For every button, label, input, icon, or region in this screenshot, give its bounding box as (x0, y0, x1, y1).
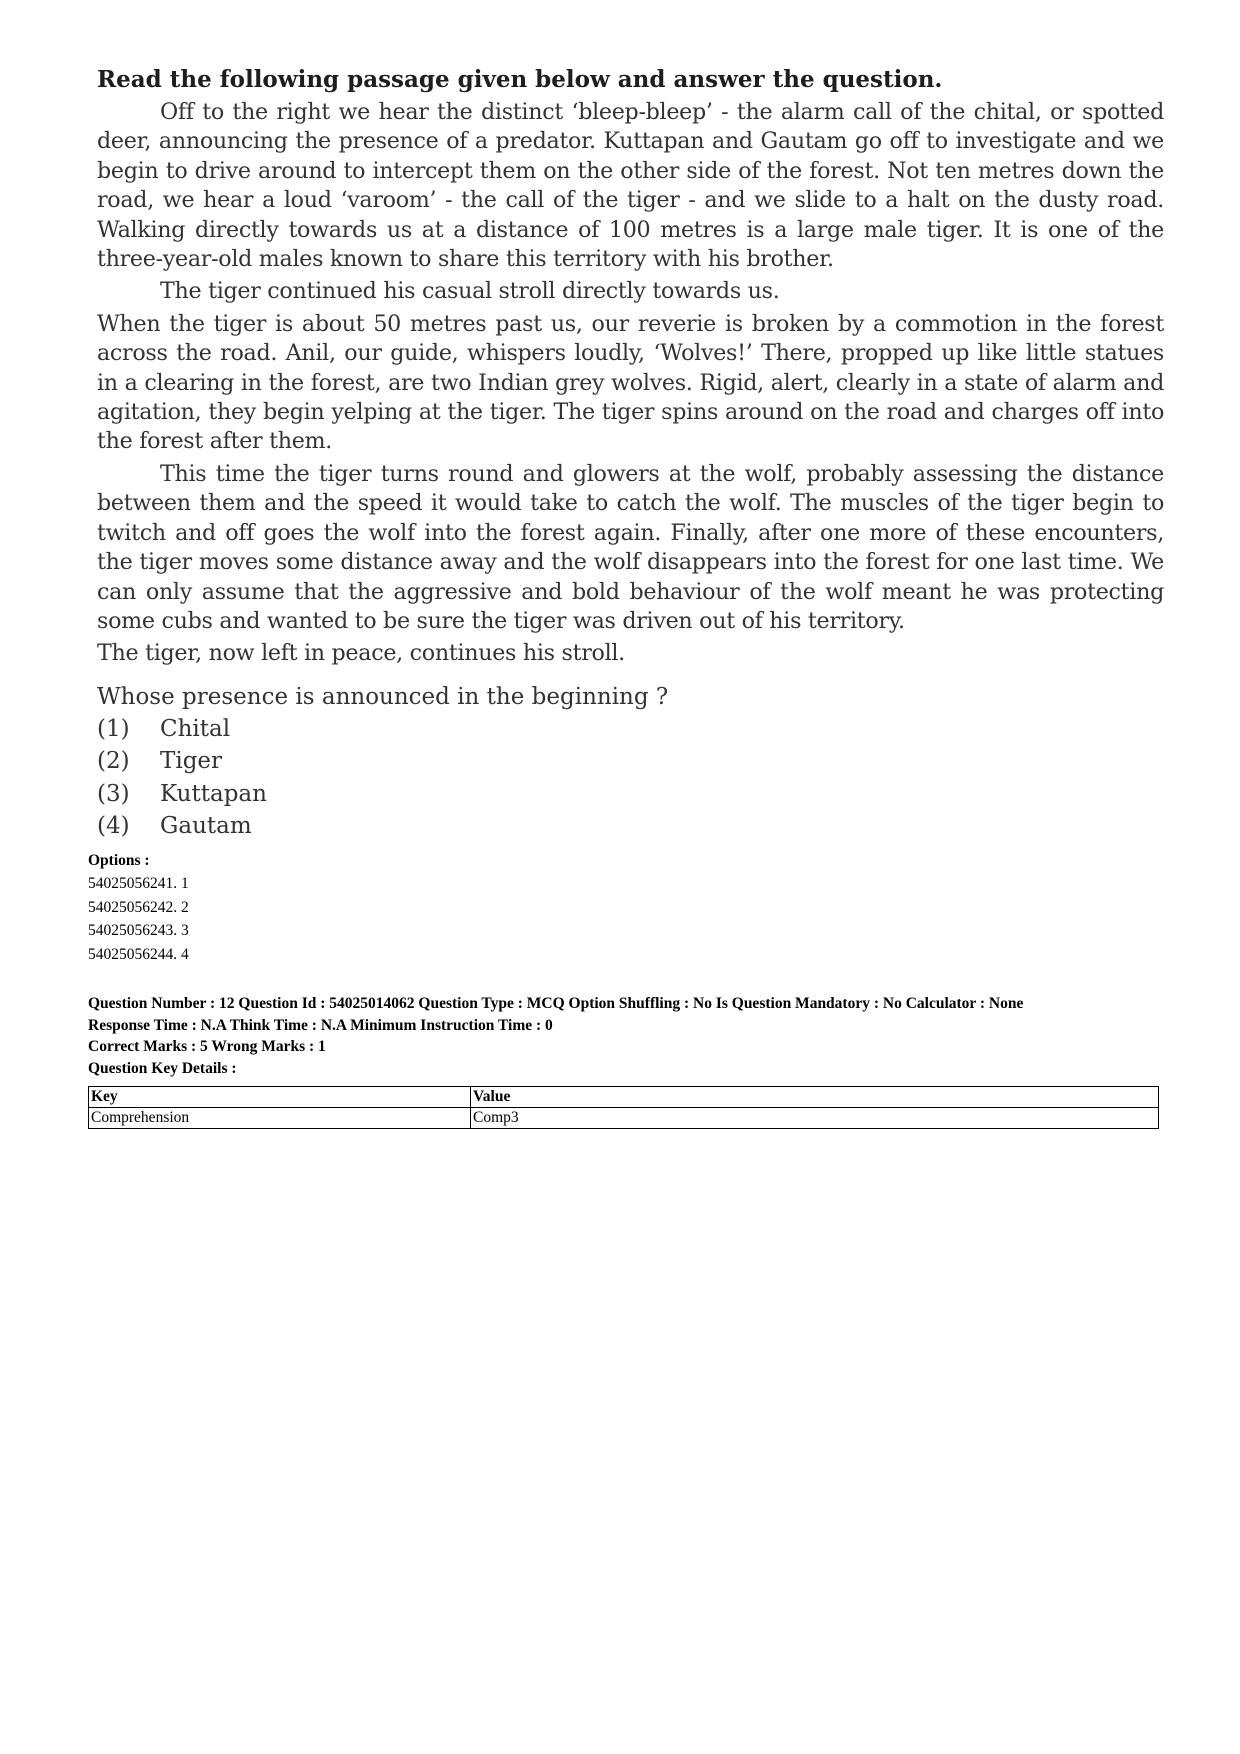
table-header-cell: Key (89, 1087, 471, 1108)
question-key-table (88, 1086, 1159, 1129)
question-info-line: Question Number : 12 Question Id : 54025014062 Question Type : MCQ Option Shuffling : No Is Question Mandatory : No Calculator : None (88, 995, 1024, 1012)
choice-text: Gautam (160, 813, 252, 840)
options-list (88, 850, 1163, 966)
options-label: Options : (88, 852, 150, 869)
question-key-details-label: Question Key Details : (88, 1059, 237, 1077)
table-cell: Comprehension (89, 1108, 471, 1129)
table-row (89, 1108, 1159, 1129)
passage-paragraph-3: When the tiger is about 50 metres past us, our reverie is broken by a commotion in the forest across the road. Anil, our guide, whispers loudly, ‘Wolves!’ There, propped up like little statues in a clearing in the forest, are two Indian grey wolves. Rigid, alert, clearly in a state of alarm and agitation, they begin yelping at the tiger. The tiger spins around on the road and charges off into the forest after them. (97, 310, 1164, 455)
option-id: 54025056244. 4 (88, 945, 189, 963)
answer-choice (97, 713, 1164, 746)
passage-paragraph-5: The tiger, now left in peace, continues his stroll. (97, 640, 625, 667)
passage-heading: Read the following passage given below and answer the question. (97, 66, 943, 93)
answer-choice (97, 745, 1164, 778)
table-header-row (89, 1087, 1159, 1108)
option-id: 54025056241. 1 (88, 875, 189, 892)
answer-choice (97, 810, 1164, 843)
table-header-cell: Value (471, 1087, 1159, 1108)
choice-text: Kuttapan (160, 780, 267, 807)
choice-number: (4) (97, 813, 130, 840)
option-id: 54025056243. 3 (88, 922, 189, 939)
choice-text: Tiger (160, 748, 223, 775)
choice-number: (2) (97, 748, 130, 775)
passage-paragraph-2: The tiger continued his casual stroll directly towards us. (160, 278, 780, 305)
passage-paragraph-4: This time the tiger turns round and glowers at the wolf, probably assessing the distance between them and the speed it would take to catch the wolf. The muscles of the tiger begin to twitch and off goes the wolf into the forest again. Finally, after one more of these encounters, the tiger moves some distance away and the wolf disappears into the forest for one last time. We can only assume that the aggressive and bold behaviour of the wolf meant he was protecting some cubs and wanted to be sure the tiger was driven out of his territory. (97, 460, 1164, 634)
question-info-line: Response Time : N.A Think Time : N.A Minimum Instruction Time : 0 (88, 1016, 553, 1034)
question-metadata (88, 993, 1178, 1079)
passage-paragraph-1: Off to the right we hear the distinct ‘bleep-bleep’ - the alarm call of the chital, or spotted deer, announcing the presence of a predator. Kuttapan and Gautam go off to investigate and we begin to drive around to intercept them on the other side of the forest. Not ten metres down the road, we hear a loud ‘varoom’ - the call of the tiger - and we slide to a halt on the dusty road. Walking directly towards us at a distance of 100 metres is a large male tiger. It is one of the three-year-old males known to share this territory with his brother. (97, 99, 1164, 273)
comprehension-passage (97, 64, 1164, 843)
choice-number: (1) (97, 715, 130, 742)
choice-text: Chital (160, 715, 231, 742)
choice-number: (3) (97, 780, 130, 807)
question-marks-line: Correct Marks : 5 Wrong Marks : 1 (88, 1038, 326, 1055)
table-cell: Comp3 (471, 1108, 1159, 1129)
answer-choice (97, 778, 1164, 811)
option-id: 54025056242. 2 (88, 898, 189, 916)
question-text: Whose presence is announced in the beginning ? (97, 683, 669, 710)
